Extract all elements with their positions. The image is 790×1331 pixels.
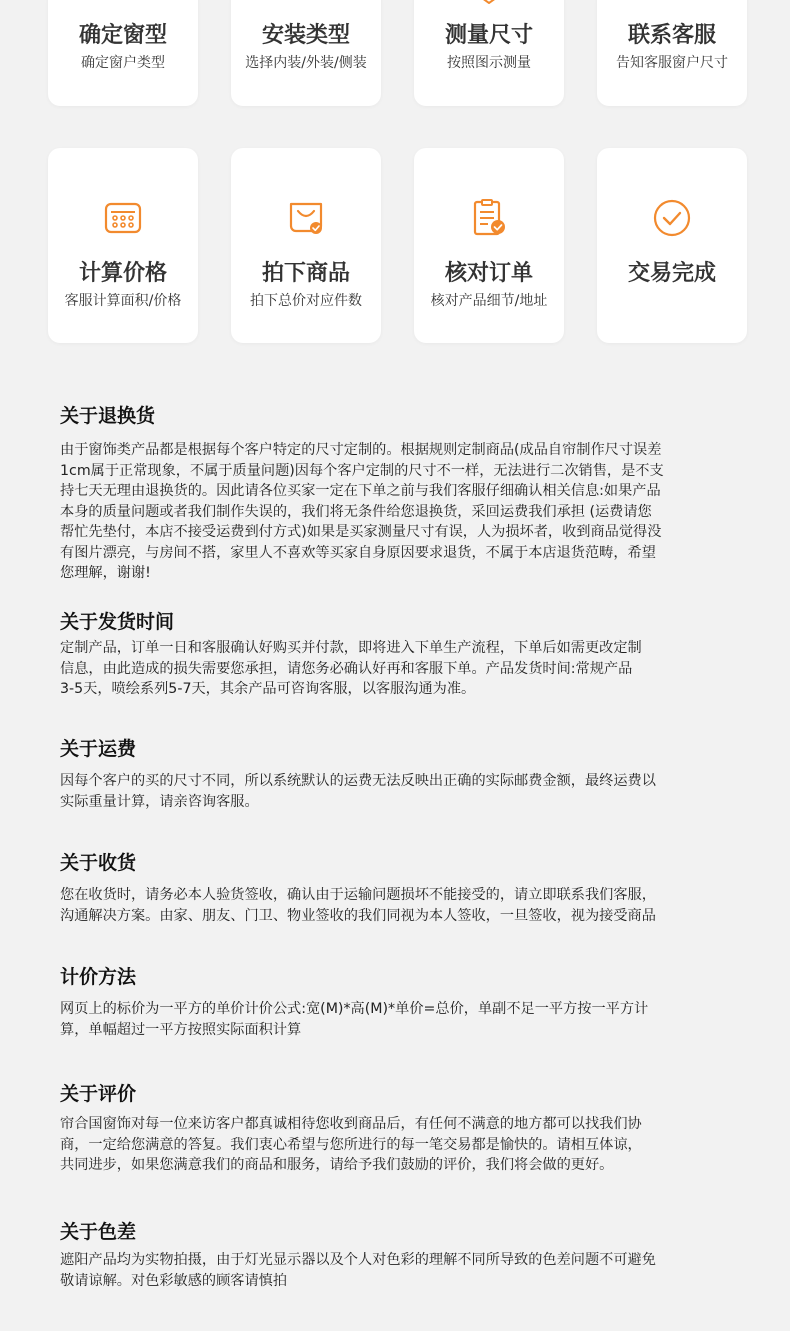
section-body: [60, 440, 740, 584]
section-receiving: [60, 851, 740, 926]
body-line: 您理解，谢谢!: [60, 565, 151, 581]
section-body: [60, 885, 740, 926]
body-line: 定制产品，订单一日和客服确认好购买并付款，即将进入下单生产流程，下单后如需更改定制: [60, 640, 642, 656]
body-line: 商，一定给您满意的答复。我们衷心希望与您所进行的每一笔交易都是愉快的。请相互体谅，: [60, 1136, 642, 1153]
body-line: 持七天无理由退换货的。因此请各位买家一定在下单之前与我们客服仔细确认相关信息:如果产品: [60, 483, 661, 499]
body-line: 有图片漂亮，与房间不搭，家里人不喜欢等买家自身原因要求退货，不属于本店退货范畴，希望: [60, 544, 656, 561]
body-line: 网页上的标价为一平方的单价计价公式:宽(M)*高(M)*单价=总价，单副不足一平方按一平方计: [60, 1001, 649, 1017]
section-body: [60, 999, 740, 1040]
section-body: [60, 1250, 740, 1291]
section-color-difference: [60, 1220, 740, 1291]
step-subtitle: 核对产品细节/地址: [430, 293, 548, 309]
body-line: 沟通解决方案。由家、朋友、门卫、物业签收的我们同视为本人签收，一旦签收，视为接受商品: [60, 907, 656, 924]
step-title: 计算价格: [78, 261, 167, 286]
step-title: 联系客服: [627, 23, 716, 48]
step-card-place-order: [231, 148, 381, 343]
body-line: 1cm属于正常现象，不属于质量问题)因每个客户定制的尺寸不一样，无法进行二次销售，是不支: [60, 462, 664, 479]
body-line: 遮阳产品均为实物拍摄，由于灯光显示器以及个人对色彩的理解不同所导致的色差问题不可避免: [60, 1252, 656, 1268]
step-title: 交易完成: [627, 261, 716, 286]
step-title: 安装类型: [261, 23, 350, 48]
step-card-measure: [414, 0, 564, 106]
section-heading: 关于发货时间: [60, 611, 175, 633]
step-card-transaction-complete: [597, 148, 747, 343]
section-body: [60, 1114, 740, 1176]
section-pricing-method: [60, 965, 740, 1040]
section-heading: 关于收货: [60, 852, 137, 874]
calculator-icon: [103, 198, 143, 238]
body-line: 敬请谅解。对色彩敏感的顾客请慎拍: [60, 1272, 288, 1289]
section-returns: [60, 404, 740, 584]
section-body: [60, 638, 740, 700]
body-line: 本身的质量问题或者我们制作失误的，我们将无条件给您退换货，采回运费我们承担 (运费请您: [60, 503, 652, 520]
section-heading: 关于退换货: [60, 405, 156, 427]
step-title: 确定窗型: [78, 23, 167, 48]
window-type-icon: [112, 0, 134, 4]
measure-icon: [478, 0, 500, 4]
body-line: 因每个客户的买的尺寸不同，所以系统默认的运费无法反映出正确的实际邮费金额，最终运费以: [60, 773, 656, 789]
step-card-install-type: [231, 0, 381, 106]
step-subtitle: 拍下总价对应件数: [250, 293, 362, 309]
section-shipping-time: [60, 610, 740, 700]
step-subtitle: 客服计算面积/价格: [64, 293, 182, 309]
section-body: [60, 771, 740, 812]
section-heading: 计价方法: [60, 966, 137, 988]
body-line: 您在收货时，请务必本人验货签收，确认由于运输问题损坏不能接受的，请立即联系我们客服，: [60, 887, 656, 903]
step-title: 拍下商品: [261, 261, 350, 286]
contact-service-icon: [661, 0, 683, 4]
step-subtitle: 选择内装/外装/侧装: [245, 55, 367, 71]
step-subtitle: 按照图示测量: [447, 55, 531, 71]
body-line: 算，单幅超过一平方按照实际面积计算: [60, 1021, 302, 1038]
section-heading: 关于运费: [60, 738, 137, 760]
section-heading: 关于评价: [60, 1083, 137, 1105]
check-circle-icon: [652, 198, 692, 238]
step-card-contact-service: [597, 0, 747, 106]
step-subtitle: 告知客服窗户尺寸: [616, 55, 728, 71]
body-line: 3-5天，喷绘系列5-7天，其余产品可咨询客服，以客服沟通为准。: [60, 681, 476, 697]
step-card-verify-order: [414, 148, 564, 343]
body-line: 帮忙先垫付，本店不接受运费到付方式)如果是买家测量尺寸有误，人为损坏者，收到商品觉得没: [60, 524, 662, 540]
step-title: 核对订单: [444, 261, 533, 286]
step-title: 测量尺寸: [444, 23, 533, 48]
section-heading: 关于色差: [60, 1221, 137, 1243]
body-line: 共同进步，如果您满意我们的商品和服务，请给予我们鼓励的评价，我们将会做的更好。: [60, 1157, 614, 1173]
section-shipping-fee: [60, 737, 740, 812]
body-line: 信息，由此造成的损失需要您承担，请您务必确认好再和客服下单。产品发货时间:常规产品: [60, 660, 633, 677]
section-reviews: [60, 1082, 740, 1176]
step-card-window-type: [48, 0, 198, 106]
install-type-icon: [295, 0, 317, 4]
step-card-calculate-price: [48, 148, 198, 343]
body-line: 帘合国窗饰对每一位来访客户都真诚相待您收到商品后，有任何不满意的地方都可以找我们协: [60, 1116, 642, 1132]
body-line: 由于窗饰类产品都是根据每个客户特定的尺寸定制的。根据规则定制商品(成品自帘制作尺寸误差: [60, 442, 662, 458]
body-line: 实际重量计算，请亲咨询客服。: [60, 793, 259, 810]
shopping-bag-icon: [286, 198, 326, 238]
step-subtitle: 确定窗户类型: [81, 55, 165, 71]
order-checklist-icon: [469, 198, 509, 238]
